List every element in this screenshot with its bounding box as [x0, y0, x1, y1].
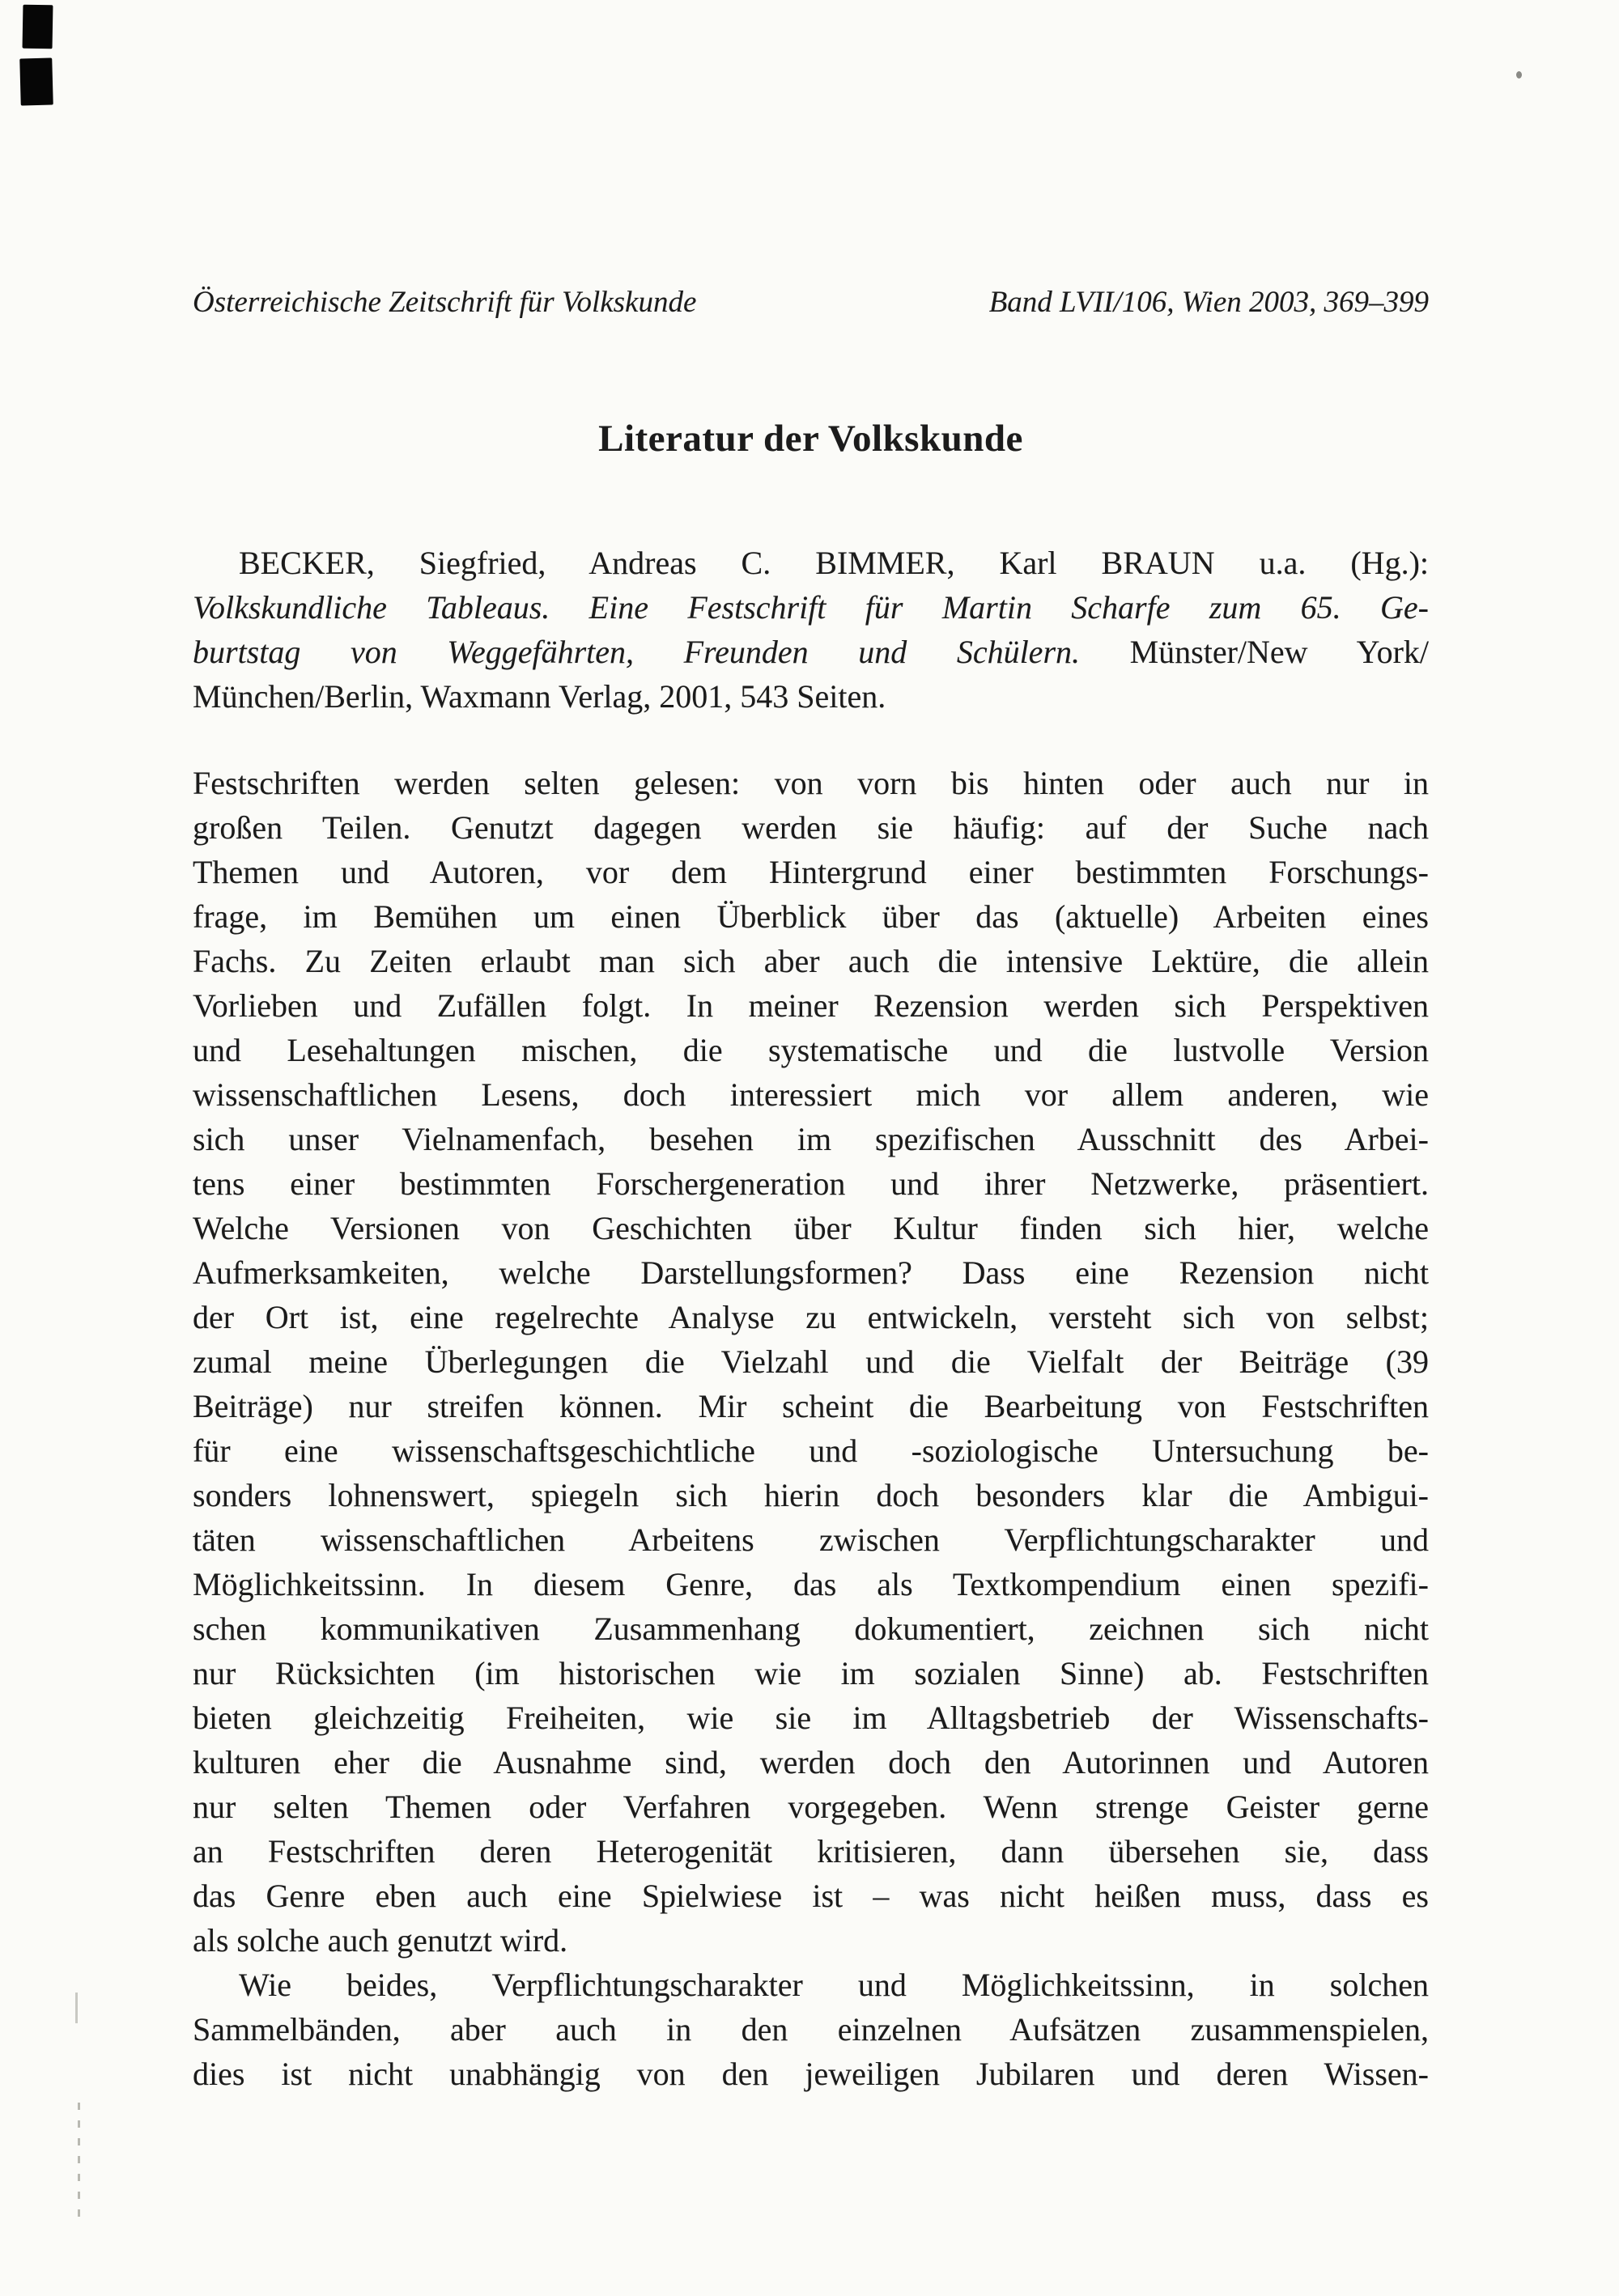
page-content: [193, 0, 1429, 2096]
scan-artifact-dot: [1516, 71, 1522, 79]
text-line: [193, 850, 1429, 894]
text-line: [193, 1295, 1429, 1339]
text-line: [193, 2052, 1429, 2096]
text-run: Aufmerksamkeiten, welche Darstellungsformen? Dass eine Rezension nicht: [193, 1254, 1429, 1291]
text-line: [193, 630, 1429, 674]
text-line: [193, 1117, 1429, 1161]
body-paragraph-1: [193, 761, 1429, 1963]
text-run: bieten gleichzeitig Freiheiten, wie sie im Alltagsbetrieb der Wissenschafts-: [193, 1700, 1429, 1736]
article-title: Literatur der Volkskunde: [598, 418, 1023, 460]
text-run: Münster/New York/: [1080, 634, 1430, 670]
scan-artifact-top-left-1: [23, 5, 53, 49]
text-line: [193, 805, 1429, 850]
text-line: [193, 939, 1429, 983]
text-line: [193, 674, 1429, 719]
text-line: [193, 585, 1429, 630]
page-header: [193, 285, 1429, 320]
text-line: [193, 983, 1429, 1028]
text-line: [193, 1250, 1429, 1295]
scan-artifact-left-tick: [75, 1993, 78, 2023]
text-run: Sammelbänden, aber auch in den einzelnen Aufsätzen zusammenspielen,: [193, 2011, 1429, 2048]
text-run: dies ist nicht unabhängig von den jeweiligen Jubilaren und deren Wissen-: [193, 2056, 1429, 2092]
text-run: Welche Versionen von Geschichten über Kultur finden sich hier, welche: [193, 1210, 1429, 1246]
italic-text-run: burtstag von Weggefährten, Freunden und Schülern.: [193, 634, 1081, 670]
text-run: München/Berlin, Waxmann Verlag, 2001, 543 Seiten.: [193, 678, 886, 715]
text-run: und Lesehaltungen mischen, die systematische und die lustvolle Version: [193, 1032, 1429, 1068]
text-line: [193, 1339, 1429, 1384]
text-run: Themen und Autoren, vor dem Hintergrund einer bestimmten Forschungs-: [193, 854, 1429, 890]
text-line: [193, 1695, 1429, 1740]
text-line: [193, 1161, 1429, 1206]
text-line: [193, 1072, 1429, 1117]
text-line: [193, 1562, 1429, 1606]
text-line: [193, 1206, 1429, 1250]
text-line: [193, 1963, 1429, 2007]
text-run: Möglichkeitssinn. In diesem Genre, das als Textkompendium einen spezifi-: [193, 1566, 1429, 1602]
text-line: [193, 1785, 1429, 1829]
reference-paragraph: [193, 541, 1429, 719]
text-run: täten wissenschaftlichen Arbeitens zwischen Verpflichtungscharakter und: [193, 1521, 1429, 1558]
text-run: zumal meine Überlegungen die Vielzahl und die Vielfalt der Beiträge (39: [193, 1343, 1429, 1380]
text-run: Vorlieben und Zufällen folgt. In meiner Rezension werden sich Perspektiven: [193, 987, 1429, 1024]
issue-info: Band LVII/106, Wien 2003, 369–399: [988, 286, 1429, 319]
text-run: Wie beides, Verpflichtungscharakter und Möglichkeitssinn, in solchen: [239, 1967, 1429, 2003]
text-run: tens einer bestimmten Forschergeneration und ihrer Netzwerke, präsentiert.: [193, 1165, 1429, 1202]
text-line: [193, 1829, 1429, 1874]
text-line: [193, 1517, 1429, 1562]
text-run: für eine wissenschaftsgeschichtliche und -soziologische Untersuchung be-: [193, 1432, 1429, 1469]
text-line: [193, 1028, 1429, 1072]
text-line: [193, 1428, 1429, 1473]
text-run: großen Teilen. Genutzt dagegen werden sie häufig: auf der Suche nach: [193, 809, 1429, 846]
text-run: BECKER, Siegfried, Andreas C. BIMMER, Karl BRAUN u.a. (Hg.):: [239, 545, 1429, 581]
text-line: [193, 1918, 1429, 1963]
text-line: [193, 1606, 1429, 1651]
scan-artifact-left-dashes: [78, 2103, 80, 2221]
text-line: [193, 1651, 1429, 1695]
text-run: nur selten Themen oder Verfahren vorgegeben. Wenn strenge Geister gerne: [193, 1789, 1429, 1825]
text-run: das Genre eben auch eine Spielwiese ist – was nicht heißen muss, dass es: [193, 1878, 1429, 1914]
journal-name: Österreichische Zeitschrift für Volkskunde: [193, 286, 697, 319]
text-line: [193, 1874, 1429, 1918]
text-run: wissenschaftlichen Lesens, doch interessiert mich vor allem anderen, wie: [193, 1076, 1429, 1113]
text-run: Fachs. Zu Zeiten erlaubt man sich aber auch die intensive Lektüre, die allein: [193, 943, 1429, 979]
text-run: an Festschriften deren Heterogenität kritisieren, dann übersehen sie, dass: [193, 1833, 1429, 1869]
text-run: der Ort ist, eine regelrechte Analyse zu entwickeln, versteht sich von selbst;: [193, 1299, 1429, 1335]
text-line: [193, 1473, 1429, 1517]
text-run: sich unser Vielnamenfach, besehen im spezifischen Ausschnitt des Arbei-: [193, 1121, 1429, 1157]
scan-artifact-top-left-2: [19, 57, 53, 105]
text-run: nur Rücksichten (im historischen wie im sozialen Sinne) ab. Festschriften: [193, 1655, 1429, 1691]
text-run: frage, im Bemühen um einen Überblick über das (aktuelle) Arbeiten eines: [193, 898, 1429, 935]
italic-text-run: Volkskundliche Tableaus. Eine Festschrift für Martin Scharfe zum 65. Ge-: [193, 589, 1429, 626]
text-line: [193, 761, 1429, 805]
text-run: sonders lohnenswert, spiegeln sich hierin doch besonders klar die Ambigui-: [193, 1477, 1429, 1513]
text-line: [193, 1740, 1429, 1785]
body-paragraph-2: [193, 1963, 1429, 2096]
text-line: [193, 894, 1429, 939]
text-run: Festschriften werden selten gelesen: von vorn bis hinten oder auch nur in: [193, 765, 1429, 801]
text-run: Beiträge) nur streifen können. Mir scheint die Bearbeitung von Festschriften: [193, 1388, 1429, 1424]
text-run: kulturen eher die Ausnahme sind, werden doch den Autorinnen und Autoren: [193, 1744, 1429, 1780]
text-line: [193, 541, 1429, 585]
text-run: als solche auch genutzt wird.: [193, 1922, 568, 1959]
text-line: [193, 2007, 1429, 2052]
text-run: schen kommunikativen Zusammenhang dokumentiert, zeichnen sich nicht: [193, 1611, 1429, 1647]
text-line: [193, 1384, 1429, 1428]
